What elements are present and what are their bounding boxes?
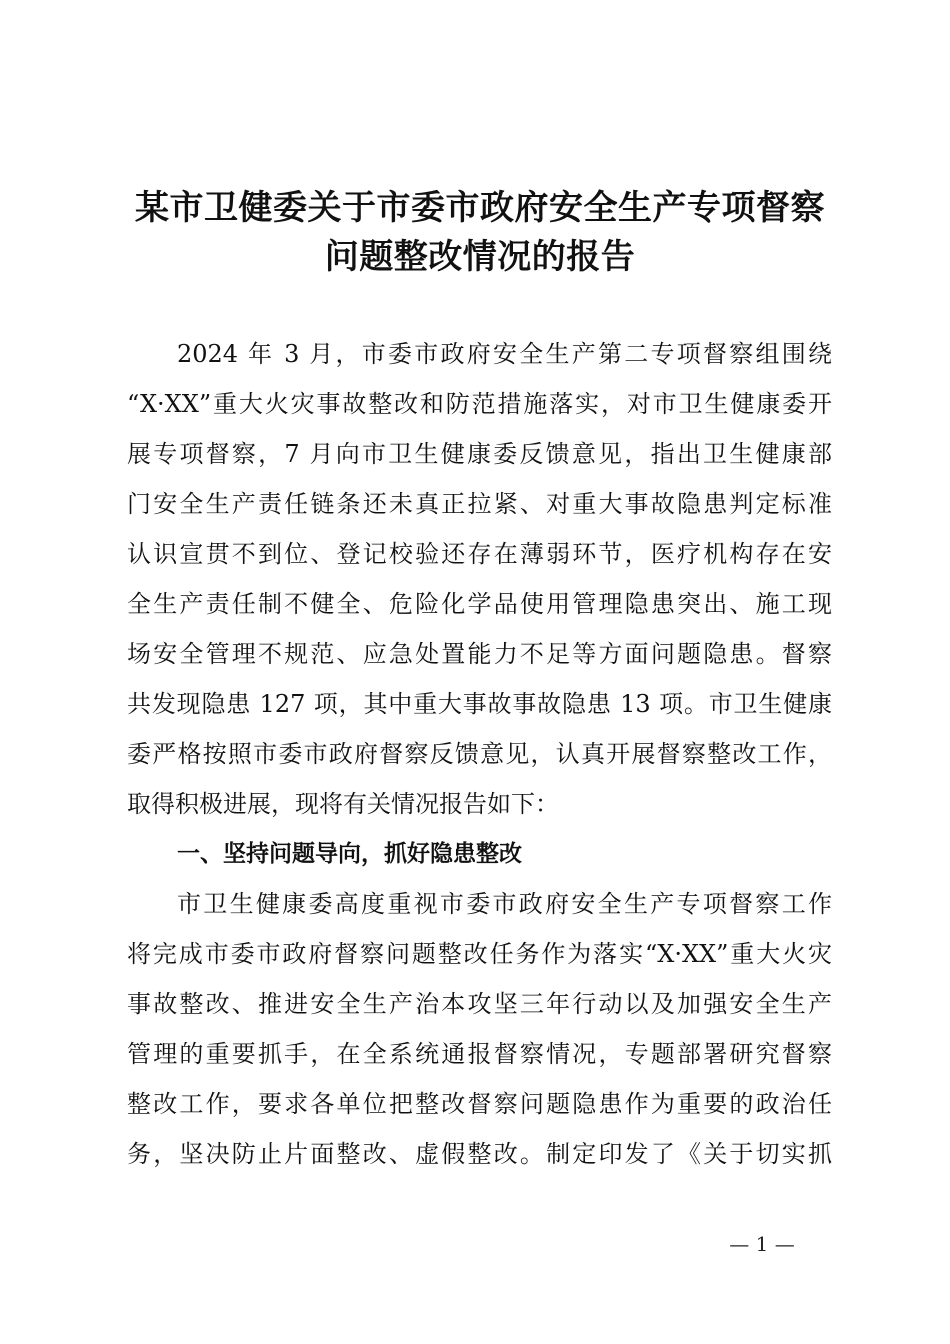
document-body (127, 329, 832, 1179)
document-title-line-1: 某市卫健委关于市委市政府安全生产专项督察 (135, 188, 825, 228)
paragraph-1-line: 委严格按照市委市政府督察反馈意见，认真开展督察整改工作， (127, 740, 832, 768)
paragraph-1-line: “X·XX”重大火灾事故整改和防范措施落实，对市卫生健康委开 (127, 390, 832, 418)
page-number: — 1 — (729, 1232, 795, 1256)
section-heading-1: 一、坚持问题导向，抓好隐患整改 (177, 841, 522, 867)
document-title-line-2: 问题整改情况的报告 (324, 237, 636, 277)
paragraph-1-line: 2024 年 3 月，市委市政府安全生产第二专项督察组围绕 (177, 340, 832, 368)
paragraph-1-line: 认识宣贯不到位、登记校验还存在薄弱环节，医疗机构存在安 (127, 540, 832, 568)
paragraph-2-line: 整改工作，要求各单位把整改督察问题隐患作为重要的政治任 (127, 1090, 832, 1118)
paragraph-2-line: 务，坚决防止片面整改、虚假整改。制定印发了《关于切实抓 (127, 1140, 832, 1168)
paragraph-1-line: 共发现隐患 127 项，其中重大事故事故隐患 13 项。市卫生健康 (127, 690, 832, 718)
paragraph-2-line: 事故整改、推进安全生产治本攻坚三年行动以及加强安全生产 (127, 990, 832, 1018)
paragraph-2-line: 将完成市委市政府督察问题整改任务作为落实“X·XX”重大火灾 (127, 940, 832, 968)
paragraph-1-line: 门安全生产责任链条还未真正拉紧、对重大事故隐患判定标准 (127, 490, 832, 518)
paragraph-1-line: 全生产责任制不健全、危险化学品使用管理隐患突出、施工现 (127, 590, 832, 618)
paragraph-2-line: 市卫生健康委高度重视市委市政府安全生产专项督察工作 (177, 890, 832, 918)
paragraph-1-line: 场安全管理不规范、应急处置能力不足等方面问题隐患。督察 (127, 640, 832, 668)
paragraph-1-line: 取得积极进展，现将有关情况报告如下： (127, 790, 559, 818)
paragraph-1-line: 展专项督察，7 月向市卫生健康委反馈意见，指出卫生健康部 (127, 440, 832, 468)
paragraph-2-line: 管理的重要抓手，在全系统通报督察情况，专题部署研究督察 (127, 1040, 832, 1068)
